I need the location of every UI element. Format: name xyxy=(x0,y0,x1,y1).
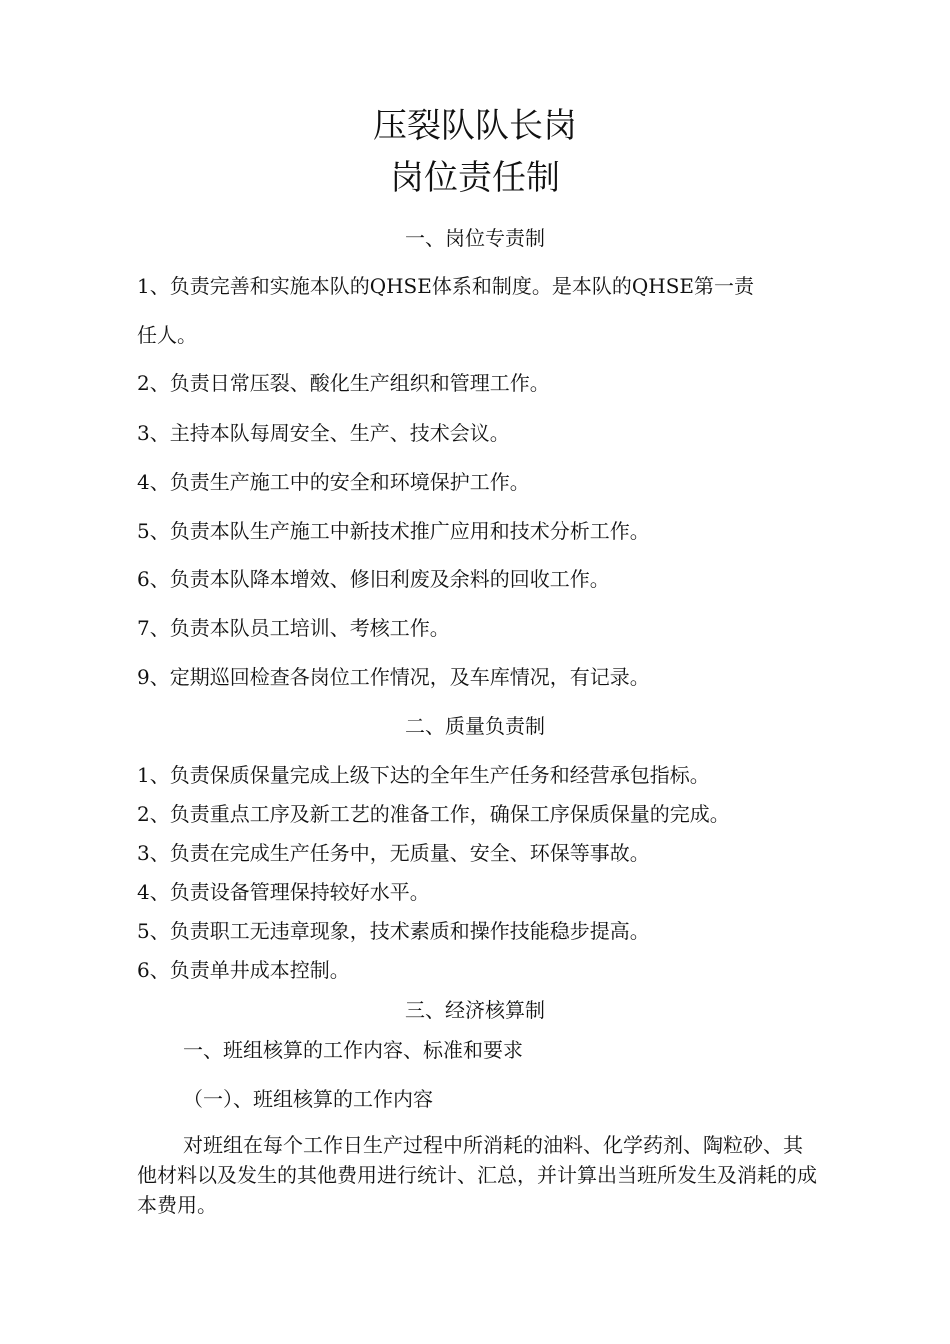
section2-item: 3、负责在完成生产任务中，无质量、安全、环保等事故。 xyxy=(137,841,650,865)
section2-item: 5、负责职工无违章现象，技术素质和操作技能稳步提高。 xyxy=(137,919,650,943)
section3-heading: 三、经济核算制 xyxy=(405,998,545,1022)
section2-item: 6、负责单井成本控制。 xyxy=(137,958,350,982)
section3-subheading: （一）、班组核算的工作内容 xyxy=(183,1087,433,1111)
section1-item: 任人。 xyxy=(137,323,197,347)
section2-item: 4、负责设备管理保持较好水平。 xyxy=(137,880,430,904)
section3-paragraph xyxy=(137,1130,817,1220)
section1-item: 5、负责本队生产施工中新技术推广应用和技术分析工作。 xyxy=(137,519,650,543)
section2-item: 2、负责重点工序及新工艺的准备工作，确保工序保质保量的完成。 xyxy=(137,802,730,826)
section1-item: 4、负责生产施工中的安全和环境保护工作。 xyxy=(137,470,530,494)
section1-item: 9、定期巡回检查各岗位工作情况，及车库情况，有记录。 xyxy=(137,665,650,689)
section1-item: 2、负责日常压裂、酸化生产组织和管理工作。 xyxy=(137,371,550,395)
section2-item: 1、负责保质保量完成上级下达的全年生产任务和经营承包指标。 xyxy=(137,763,710,787)
document-title-line2: 岗位责任制 xyxy=(390,158,560,198)
document-title-line1: 压裂队队长岗 xyxy=(373,106,577,146)
section1-item: 7、负责本队员工培训、考核工作。 xyxy=(137,616,450,640)
section2-heading: 二、质量负责制 xyxy=(405,714,545,738)
section1-item: 1、负责完善和实施本队的QHSE体系和制度。是本队的QHSE第一责 xyxy=(137,274,755,298)
section3-subheading: 一、班组核算的工作内容、标准和要求 xyxy=(183,1038,523,1062)
section1-item: 3、主持本队每周安全、生产、技术会议。 xyxy=(137,421,510,445)
section1-item: 6、负责本队降本增效、修旧利废及余料的回收工作。 xyxy=(137,567,610,591)
section1-heading: 一、岗位专责制 xyxy=(405,226,545,250)
section3-paragraph-text: 对班组在每个工作日生产过程中所消耗的油料、化学药剂、陶粒砂、其他材料以及发生的其他费用进行统计、汇总，并计算出当班所发生及消耗的成本费用。 xyxy=(137,1133,817,1217)
